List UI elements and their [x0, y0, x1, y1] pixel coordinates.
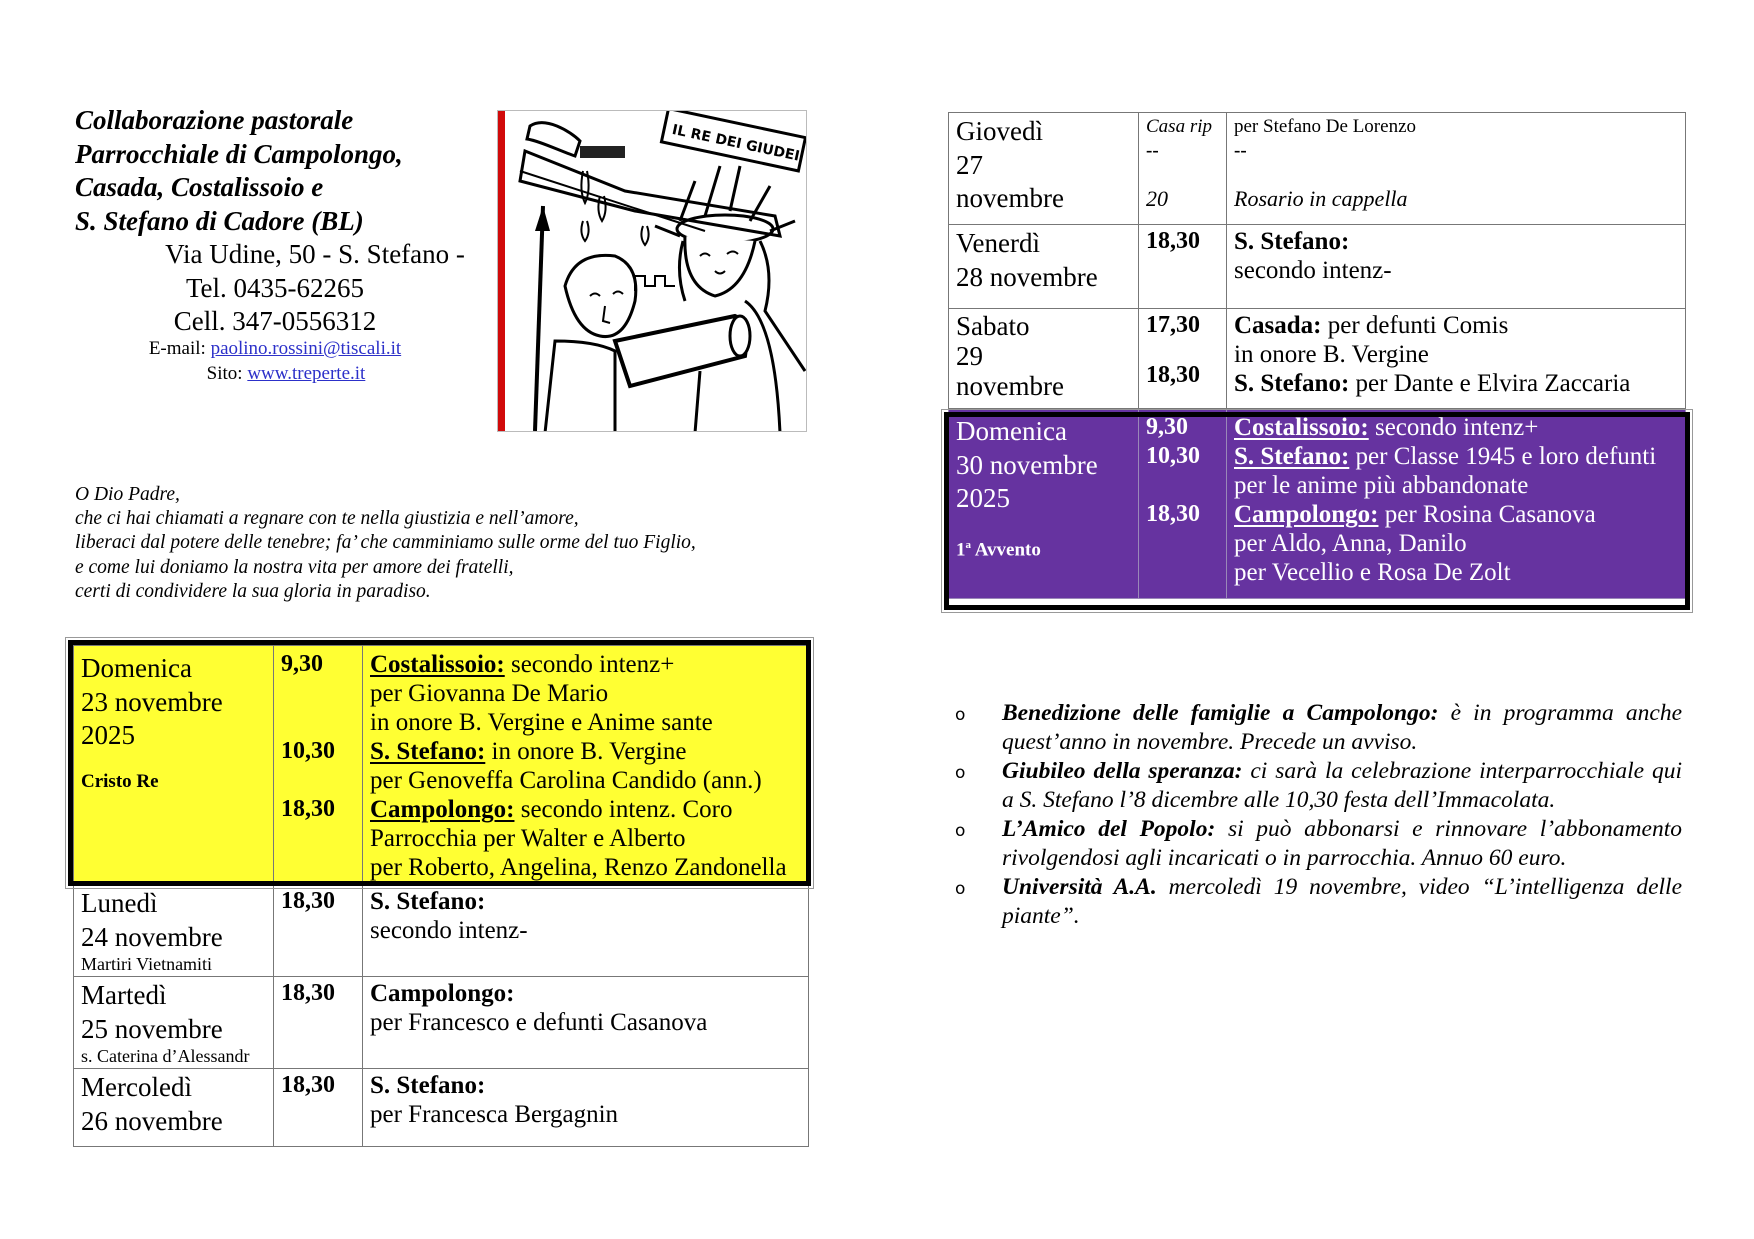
day-name: Domenica	[956, 416, 1067, 446]
intention-cell	[363, 885, 809, 977]
day-name: Sabato	[956, 311, 1030, 341]
schedule-row	[74, 977, 809, 1069]
mass-time: 18,30	[281, 796, 335, 822]
day-name: Lunedì	[81, 888, 158, 918]
intention-text: per defunti Comis	[1321, 312, 1509, 339]
title-line: Parrocchiale di Campolongo,	[75, 138, 403, 169]
notice-heading: L’Amico del Popolo:	[1002, 816, 1216, 842]
mass-time: 17,30	[1146, 312, 1200, 338]
intention-line: per Aldo, Anna, Danilo	[1234, 530, 1467, 557]
sign-text: IL RE DEI GIUDEI	[670, 121, 801, 165]
day-date: 28 novembre	[956, 261, 1098, 292]
time-cell: 18,30	[274, 885, 363, 977]
notices-list	[955, 699, 1682, 931]
site-label: Sito:	[206, 363, 243, 384]
intention-text: per Dante e Elvira Zaccaria	[1349, 370, 1631, 397]
intention-text: secondo intenz-	[1234, 257, 1392, 284]
schedule-row	[74, 885, 809, 977]
day-cell	[949, 309, 1139, 409]
title-line: S. Stefano di Cadore (BL)	[75, 205, 364, 236]
schedule-row-thursday	[949, 113, 1686, 225]
notice-text: si può abbonarsi e rinnovare l’abbonamento rivolgendosi agli incaricati o in parrocchia. Annuo 60 euro.	[1002, 816, 1682, 871]
mass-schedule-week-1	[73, 645, 809, 1147]
church-name: Costalissoio:	[370, 651, 505, 678]
schedule-row-friday	[949, 225, 1686, 309]
location-note: Casa rip	[1146, 116, 1212, 137]
time-cell	[1139, 113, 1227, 225]
day-cell	[949, 409, 1139, 599]
site-line	[75, 361, 475, 386]
church-name: S. Stefano:	[1234, 228, 1350, 255]
notice-text: ci sarà la celebrazione interparrocchiale qui a S. Stefano l’8 dicembre alle 10,30 festa dell’Immacolata.	[1002, 758, 1683, 813]
notice-item	[955, 699, 1682, 757]
intention-text: in onore B. Vergine	[485, 738, 687, 765]
feast-name: Avvento	[971, 538, 1041, 560]
day-cell	[949, 113, 1139, 225]
mass-schedule-week-2	[948, 112, 1686, 599]
mass-time: 9,30	[281, 651, 323, 677]
day-date: 24 novembre	[81, 921, 223, 952]
intention-text: per Classe 1945 e loro defunti	[1349, 443, 1657, 470]
intention-cell	[1227, 309, 1686, 409]
feast-label: Cristo Re	[81, 770, 159, 792]
notice-text: mercoledì 19 novembre, video “L’intelligenza delle piante”.	[1002, 874, 1682, 929]
schedule-row-sunday-23	[74, 646, 809, 885]
intention-line: Parrocchia per Walter e Alberto	[370, 825, 686, 852]
prayer-line: certi di condividere la sua gloria in paradiso.	[75, 580, 431, 602]
intention-cell	[363, 1069, 809, 1147]
email-label: E-mail:	[148, 338, 206, 359]
church-name: S. Stefano:	[1234, 370, 1350, 397]
cell-phone: Cell. 347-0556312	[173, 306, 377, 336]
church-name: S. Stefano:	[370, 888, 486, 915]
notice-item	[955, 757, 1682, 815]
intention-text: per Francesco e defunti Casanova	[370, 1009, 708, 1036]
crucifixion-illustration	[497, 110, 807, 432]
day-cell	[74, 646, 274, 885]
mass-time: 20	[1146, 186, 1168, 211]
mass-time: 10,30	[281, 738, 335, 764]
day-cell	[74, 1069, 274, 1147]
notice-heading: Giubileo della speranza:	[1002, 758, 1243, 784]
intention-line	[1234, 413, 1679, 442]
time-cell: 18,30	[274, 977, 363, 1069]
intention-line	[1234, 369, 1679, 398]
notice-item	[955, 815, 1682, 873]
day-year: 2025	[81, 720, 135, 750]
intention-line: per Genoveffa Carolina Candido (ann.)	[370, 767, 762, 794]
prayer-line: liberaci dal potere delle tenebre; fa’ che camminiamo sulle orme del tuo Figlio,	[75, 532, 696, 554]
intention-text: per Rosina Casanova	[1378, 501, 1596, 528]
day-name: Venerdì	[956, 228, 1040, 258]
schedule-row-saturday	[949, 309, 1686, 409]
schedule-row-sunday-30	[949, 409, 1686, 599]
bullet-circle-icon: o	[955, 705, 966, 725]
address: Via Udine, 50 - S. Stefano -	[165, 239, 465, 269]
notice-heading: Benedizione delle famiglie a Campolongo:	[1002, 700, 1439, 726]
day-name: Giovedì	[956, 116, 1043, 146]
intention-line	[1234, 442, 1679, 471]
parish-title	[75, 104, 403, 238]
intention-text: secondo intenz-	[370, 917, 528, 944]
intention-line	[1234, 500, 1679, 529]
crucifixion-drawing-icon	[505, 111, 807, 432]
day-date: 25 novembre	[81, 1013, 223, 1044]
feast-ordinal: a	[965, 538, 971, 551]
saint-note: Martiri Vietnamiti	[81, 954, 213, 974]
site-link[interactable]: www.treperte.it	[247, 363, 366, 384]
day-cell	[949, 225, 1139, 309]
intention-line: in onore B. Vergine	[1234, 341, 1429, 368]
prayer-line: O Dio Padre,	[75, 484, 180, 505]
day-date: 26 novembre	[81, 1105, 223, 1136]
contact-block	[75, 336, 475, 386]
title-line: Collaborazione pastorale	[75, 105, 354, 135]
intention-cell	[363, 977, 809, 1069]
intention-line	[370, 737, 802, 766]
time-cell	[1139, 409, 1227, 599]
intention-cell	[1227, 113, 1686, 225]
day-date: 27	[956, 149, 983, 180]
prayer-line: che ci hai chiamati a regnare con te nella giustizia e nell’amore,	[75, 508, 579, 530]
placeholder-dash: --	[1234, 140, 1247, 161]
bullet-circle-icon: o	[955, 763, 966, 783]
day-name: Mercoledì	[81, 1072, 192, 1102]
church-name: Campolongo:	[1234, 501, 1379, 528]
day-year: 2025	[956, 483, 1010, 513]
saint-note: s. Caterina d’Alessandr	[81, 1046, 250, 1066]
day-date: 23 novembre	[81, 686, 223, 717]
intention-line: per Roberto, Angelina, Renzo Zandonella	[370, 854, 787, 881]
day-date: 29	[956, 341, 983, 371]
day-month: novembre	[956, 371, 1064, 401]
intention-text: secondo intenz. Coro	[514, 796, 733, 823]
church-name: Campolongo:	[370, 980, 515, 1007]
day-name: Domenica	[81, 653, 192, 683]
feast-label	[956, 534, 1132, 561]
schedule-row	[74, 1069, 809, 1147]
intention-text: per Stefano De Lorenzo	[1234, 116, 1417, 137]
church-name: S. Stefano:	[370, 738, 486, 765]
day-month: novembre	[956, 183, 1064, 213]
mass-time: 9,30	[1146, 414, 1188, 440]
phone: Tel. 0435-62265	[185, 272, 365, 303]
time-cell	[274, 646, 363, 885]
intention-text: secondo intenz+	[1368, 414, 1539, 441]
intention-text: per Francesca Bergagnin	[370, 1101, 619, 1128]
intention-line: per Vecellio e Rosa De Zolt	[1234, 559, 1511, 586]
day-cell	[74, 977, 274, 1069]
time-cell: 18,30	[274, 1069, 363, 1147]
notice-item	[955, 873, 1682, 931]
mass-time: 18,30	[1146, 501, 1200, 527]
red-accent-bar	[498, 111, 505, 431]
intention-line	[370, 650, 802, 679]
intention-line: per le anime più abbandonate	[1234, 472, 1529, 499]
church-name: Casada:	[1234, 312, 1322, 339]
intention-cell	[1227, 225, 1686, 309]
intention-line	[370, 795, 802, 824]
feast-number: 1	[956, 538, 966, 560]
time-cell	[1139, 309, 1227, 409]
parish-address-block	[75, 238, 475, 339]
intention-text: secondo intenz+	[504, 651, 675, 678]
mass-time: 18,30	[1146, 362, 1200, 388]
intention-line: in onore B. Vergine e Anime sante	[370, 709, 713, 736]
email-line	[75, 336, 475, 361]
day-name: Martedì	[81, 980, 167, 1010]
church-name: S. Stefano:	[370, 1072, 486, 1099]
bullet-circle-icon: o	[955, 879, 966, 899]
email-link[interactable]: paolino.rossini@tiscali.it	[210, 338, 402, 359]
church-name: Costalissoio:	[1234, 414, 1369, 441]
church-name: S. Stefano:	[1234, 443, 1350, 470]
prayer-line: e come lui doniamo la nostra vita per amore dei fratelli,	[75, 556, 514, 578]
intention-cell	[1227, 409, 1686, 599]
notice-heading: Università A.A.	[1002, 874, 1157, 900]
intention-text: Rosario in cappella	[1234, 186, 1408, 211]
placeholder-dash: --	[1146, 140, 1159, 161]
notice-text: è in programma anche quest’anno in novembre. Precede un avviso.	[1002, 700, 1683, 755]
intention-cell	[363, 646, 809, 885]
day-cell	[74, 885, 274, 977]
time-cell: 18,30	[1139, 225, 1227, 309]
church-name: Campolongo:	[370, 796, 515, 823]
title-line: Casada, Costalissoio e	[75, 172, 324, 202]
prayer-text	[75, 483, 696, 604]
day-date: 30 novembre	[956, 449, 1098, 480]
bullet-circle-icon: o	[955, 821, 966, 841]
mass-time: 10,30	[1146, 443, 1200, 469]
intention-line: per Giovanna De Mario	[370, 680, 609, 707]
intention-line	[1234, 311, 1679, 340]
